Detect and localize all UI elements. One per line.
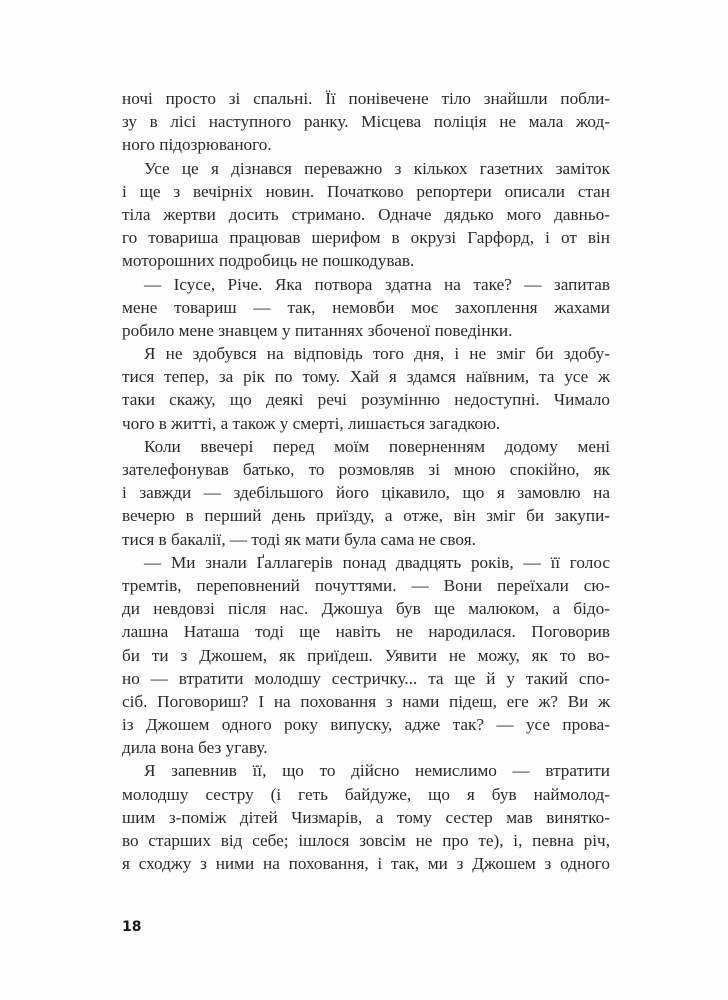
text-line: ди невдовзі після нас. Джошуа був ще малюком, а бідо- xyxy=(122,599,610,619)
text-line: дила вона без угаву. xyxy=(122,738,268,758)
page-body-text xyxy=(122,87,610,875)
text-line: молодшу сестру (і геть байдуже, що я був наймолод- xyxy=(122,784,610,804)
text-line: — Ми знали Ґаллагерів понад двадцять років, — її голос xyxy=(144,552,610,572)
text-line: би ти з Джошем, як приїдеш. Уявити не можу, як то во- xyxy=(122,645,610,665)
text-line: і ще з вечірніх новин. Початково репортери описали стан xyxy=(122,181,610,201)
text-line: із Джошем одного року випуску, адже так? — усе прова- xyxy=(122,715,610,735)
text-line: чого в житті, а також у смерті, лишається загадкою. xyxy=(122,413,501,433)
text-line: Коли ввечері перед моїм поверненням додому мені xyxy=(144,436,610,456)
text-line: мене товариш — так, немовби моє захоплення жахами xyxy=(122,297,610,317)
text-line: но — втратити молодшу сестричку... та ще й у такий спо- xyxy=(122,668,610,688)
text-line: Я не здобувся на відповідь того дня, і не зміг би здобу- xyxy=(144,344,610,364)
text-line: таки скажу, що деякі речі розумінню недоступні. Чимало xyxy=(122,390,610,410)
text-line: робило мене знавцем у питаннях збоченої поведінки. xyxy=(122,320,513,340)
text-line: Усе це я дізнався переважно з кількох газетних заміток xyxy=(144,158,610,178)
text-line: зателефонував батько, то розмовляв зі мною спокійно, як xyxy=(122,460,610,479)
text-line: тіла жертви досить стримано. Одначе дядько мого давньо- xyxy=(122,204,610,224)
text-line: шим з-поміж дітей Чизмарів, а тому сестер мав винятко- xyxy=(122,807,610,827)
text-line: — Ісусе, Річе. Яка потвора здатна на таке? — запитав xyxy=(144,274,610,294)
text-line: я сходжу з ними на поховання, і так, ми з Джошем з одного xyxy=(122,854,610,874)
text-line: сіб. Поговориш? І на поховання з нами підеш, еге ж? Ви ж xyxy=(122,691,610,711)
text-line: і завжди — здебільшого його цікавило, що я замовлю на xyxy=(122,483,610,503)
text-line: лашна Наташа тоді ще навіть не народилася. Поговорив xyxy=(122,622,610,642)
text-line: тися тепер, за рік по тому. Хай я здамся наївним, та усе ж xyxy=(122,367,610,387)
text-line: ночі просто зі спальні. Її понівечене тіло знайшли побли- xyxy=(122,89,610,108)
page-number: 18 xyxy=(122,919,142,935)
text-line: тремтів, переповнений почуттями. — Вони переїхали сю- xyxy=(122,575,610,595)
text-line: тися в бакалії, — тоді як мати була сама не своя. xyxy=(122,529,476,549)
text-line: моторошних подробиць не пошкодував. xyxy=(122,251,415,271)
text-line: во старших від себе; ішлося зовсім не про те), і, певна річ, xyxy=(122,831,610,850)
text-line: зу в лісі наступного ранку. Місцева поліція не мала жод- xyxy=(122,112,610,132)
text-line: вечерю в перший день приїзду, а отже, він зміг би закупи- xyxy=(122,506,610,526)
text-line: го товариша працював шерифом в окрузі Гарфорд, і от він xyxy=(122,228,610,248)
text-line: ного підозрюваного. xyxy=(122,135,272,155)
text-line: Я запевнив її, що то дійсно немислимо — втратити xyxy=(144,761,610,781)
